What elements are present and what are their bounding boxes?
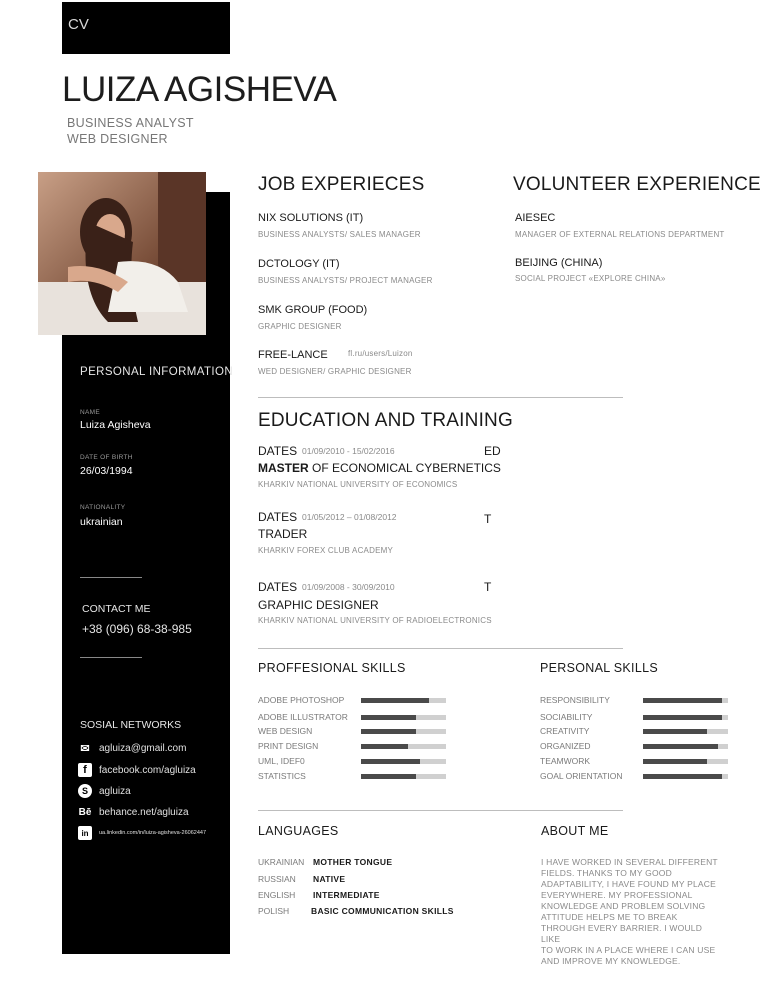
education-heading: EDUCATION AND TRAINING (258, 410, 513, 431)
skill-bar (361, 698, 446, 703)
skill-label: PRINT DESIGN (258, 741, 319, 751)
skill-label: GOAL ORIENTATION (540, 771, 623, 781)
edu-tag: T (484, 580, 492, 594)
volunteer-role: SOCIAL PROJECT «EXPLORE CHINA» (515, 274, 666, 283)
skill-bar (643, 729, 728, 734)
volunteer-role: MANAGER OF EXTERNAL RELATIONS DEPARTMENT (515, 230, 725, 239)
social-email[interactable] (78, 741, 186, 755)
social-behance-text[interactable]: behance.net/agluiza (99, 806, 189, 818)
email-icon: ✉ (80, 742, 90, 755)
skill-bar-fill (361, 759, 420, 764)
skill-bar (643, 744, 728, 749)
social-skype[interactable] (78, 784, 131, 798)
social-skype-text[interactable]: agluiza (99, 785, 131, 797)
sidebar-divider (80, 657, 142, 658)
skill-bar (643, 715, 728, 720)
edu-degree (258, 461, 501, 475)
job-name: DCTOLOGY (IT) (258, 258, 340, 270)
about-line: THROUGH EVERY BARRIER. I WOULD LIKE (541, 923, 703, 944)
edu-school: KHARKIV FOREX CLUB ACADEMY (258, 546, 394, 555)
skill-label: TEAMWORK (540, 756, 591, 766)
language-name: POLISH (258, 906, 290, 916)
job-role: GRAPHIC DESIGNER (258, 322, 342, 331)
job-title-2: WEB DESIGNER (67, 132, 168, 146)
volunteer-name: BEIJING (CHINA) (515, 257, 603, 269)
profile-photo (38, 172, 206, 335)
job-name: SMK GROUP (FOOD) (258, 304, 368, 316)
skill-label: ADOBE ILLUSTRATOR (258, 712, 348, 722)
language-name: RUSSIAN (258, 874, 296, 884)
edu-degree (258, 598, 379, 612)
job-role: WED DESIGNER/ GRAPHIC DESIGNER (258, 367, 412, 376)
edu-dates: 01/09/2010 - 15/02/2016 (302, 446, 395, 456)
job-title-1: BUSINESS ANALYST (67, 116, 194, 130)
language-level: BASIC COMMUNICATION SKILLS (311, 906, 454, 916)
language-name: UKRAINIAN (258, 857, 305, 867)
skill-label: ADOBE PHOTOSHOP (258, 695, 345, 705)
skill-label: WEB DESIGN (258, 726, 313, 736)
edu-degree-rest: GRAPHIC DESIGNER (258, 598, 379, 612)
about-text (541, 857, 721, 967)
about-line: ADAPTABILITY, I HAVE FOUND MY PLACE (541, 879, 716, 889)
skill-bar (361, 715, 446, 720)
social-facebook[interactable] (78, 763, 196, 777)
skill-bar (361, 744, 446, 749)
dob-label: DATE OF BIRTH (80, 454, 133, 461)
nationality-label: NATIONALITY (80, 504, 126, 511)
personal-skills-heading: PERSONAL SKILLS (540, 661, 658, 675)
edu-dates: 01/05/2012 – 01/08/2012 (302, 512, 397, 522)
about-line: AND IMPROVE MY KNOWLEDGE. (541, 956, 681, 966)
edu-degree-rest: TRADER (258, 527, 308, 541)
social-heading: SOSIAL NETWORKS (80, 719, 182, 731)
skill-bar (361, 774, 446, 779)
edu-tag: T (484, 512, 492, 526)
language-level: NATIVE (313, 874, 346, 884)
section-divider (258, 810, 623, 811)
skill-label: ORGANIZED (540, 741, 591, 751)
nationality-value: ukrainian (80, 516, 123, 528)
skill-bar-fill (643, 774, 722, 779)
skype-icon: S (78, 784, 92, 798)
language-level: MOTHER TONGUE (313, 857, 393, 867)
edu-dates-label: DATES (258, 444, 298, 458)
about-heading: ABOUT ME (541, 824, 609, 838)
edu-dates: 01/09/2008 - 30/09/2010 (302, 582, 395, 592)
skill-bar (643, 759, 728, 764)
skill-bar (643, 774, 728, 779)
volunteer-heading: VOLUNTEER EXPERIENCE (513, 174, 761, 195)
edu-degree (258, 527, 307, 541)
edu-degree-rest: OF ECONOMICAL CYBERNETICS (308, 461, 501, 475)
languages-heading: LANGUAGES (258, 824, 339, 838)
skill-bar (361, 759, 446, 764)
skill-bar-fill (361, 715, 416, 720)
skill-bar-fill (643, 759, 707, 764)
job-experience-heading: JOB EXPERIECES (258, 174, 425, 195)
language-level: INTERMEDIATE (313, 890, 380, 900)
skill-label: RESPONSIBILITY (540, 695, 610, 705)
personal-info-heading: PERSONAL INFORMATION (80, 366, 234, 378)
about-line: TO WORK IN A PLACE WHERE I CAN USE (541, 945, 716, 955)
skill-bar-fill (643, 744, 718, 749)
section-divider (258, 397, 623, 398)
edu-dates-label: DATES (258, 580, 298, 594)
contact-heading: CONTACT ME (82, 603, 151, 615)
skill-bar-fill (361, 729, 416, 734)
skill-label: STATISTICS (258, 771, 306, 781)
social-email-text[interactable]: agluiza@gmail.com (99, 742, 187, 754)
edu-dates-label: DATES (258, 510, 298, 524)
job-role: BUSINESS ANALYSTS/ SALES MANAGER (258, 230, 421, 239)
about-line: ATTITUDE HELPS ME TO BREAK (541, 912, 678, 922)
edu-school: KHARKIV NATIONAL UNIVERSITY OF RADIOELECTRONICS (258, 616, 492, 625)
skill-bar-fill (361, 774, 416, 779)
freelance-link[interactable]: fl.ru/users/Luizon (348, 349, 413, 358)
skill-bar-fill (643, 715, 722, 720)
person-name: LUIZA AGISHEVA (62, 70, 337, 109)
skill-bar (361, 729, 446, 734)
about-line: FIELDS. THANKS TO MY GOOD (541, 868, 672, 878)
edu-degree-bold: MASTER (258, 461, 309, 475)
skill-bar (643, 698, 728, 703)
social-linkedin-text[interactable]: ua.linkedin.com/in/luiza-agisheva-26062447 (99, 830, 207, 836)
about-line: EVERYWHERE. MY PROFESSIONAL (541, 890, 693, 900)
facebook-icon: f (78, 763, 92, 777)
social-linkedin[interactable] (78, 826, 206, 840)
skill-bar-fill (361, 744, 408, 749)
pro-skills-heading: PROFFESIONAL SKILLS (258, 661, 406, 675)
edu-school: KHARKIV NATIONAL UNIVERSITY OF ECONOMICS (258, 480, 458, 489)
sidebar-divider (80, 577, 142, 578)
name-value: Luiza Agisheva (80, 419, 151, 431)
social-facebook-text[interactable]: facebook.com/agluiza (99, 764, 196, 776)
volunteer-name: AIESEC (515, 212, 556, 224)
job-role: BUSINESS ANALYSTS/ PROJECT MANAGER (258, 276, 433, 285)
about-line: KNOWLEDGE AND PROBLEM SOLVING (541, 901, 706, 911)
skill-label: UML, IDEF0 (258, 756, 305, 766)
skill-label: SOCIABILITY (540, 712, 593, 722)
linkedin-icon: in (78, 826, 92, 840)
skill-label: CREATIVITY (540, 726, 590, 736)
skill-bar-fill (361, 698, 429, 703)
behance-icon: Bē (78, 806, 92, 818)
job-name: NIX SOLUTIONS (IT) (258, 212, 364, 224)
section-divider (258, 648, 623, 649)
skill-bar-fill (643, 729, 707, 734)
cv-label: CV (68, 16, 89, 33)
phone-number[interactable]: +38 (096) 68-38-985 (82, 622, 192, 636)
about-line: I HAVE WORKED IN SEVERAL DIFFERENT (541, 857, 718, 867)
language-name: ENGLISH (258, 890, 296, 900)
name-label: NAME (80, 409, 100, 416)
skill-bar-fill (643, 698, 722, 703)
job-name: FREE-LANCE (258, 349, 328, 361)
social-behance[interactable] (78, 805, 189, 819)
dob-value: 26/03/1994 (80, 465, 133, 477)
edu-tag: ED (484, 444, 501, 458)
